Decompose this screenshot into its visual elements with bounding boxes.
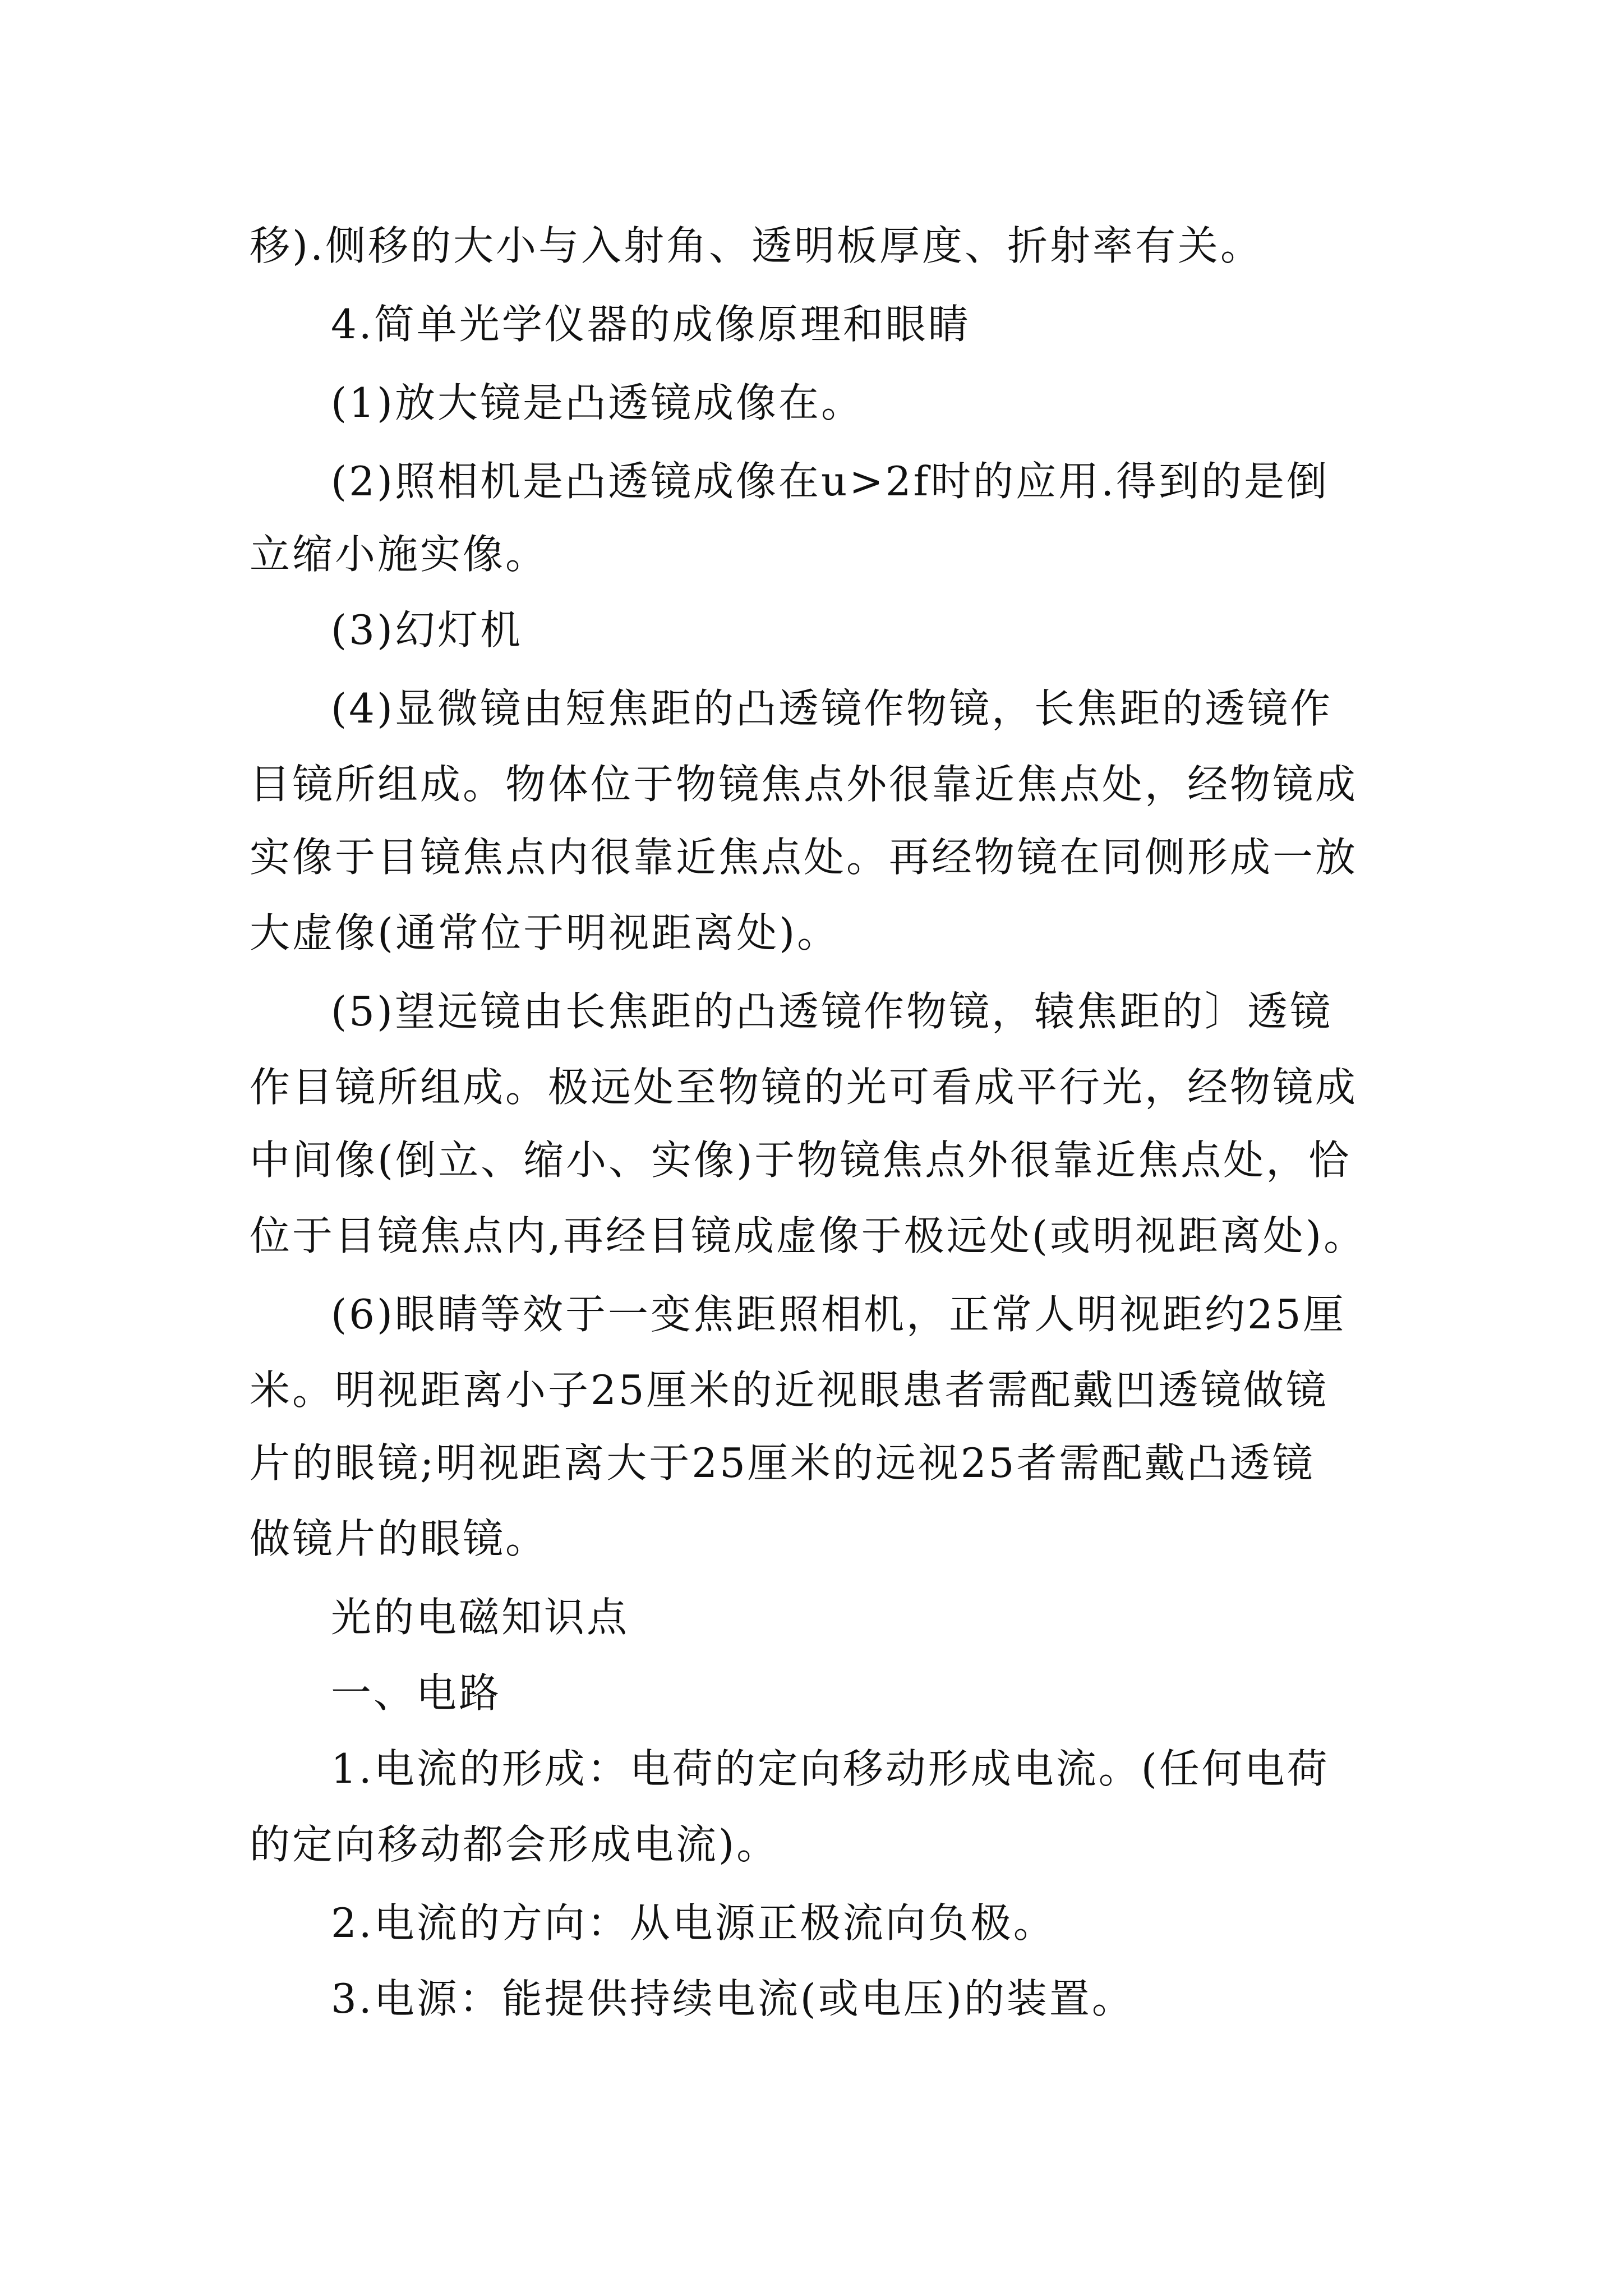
text-line: 米。明视距离小子25厘米的近视眼患者需配戴凹透镜做镜 [250,1366,1329,1414]
text-line: 目镜所组成。物体位于物镜焦点外很靠近焦点处，经物镜成 [250,761,1358,808]
text-line: 做镜片的眼镜。 [250,1515,548,1562]
text-line: 3.电源：能提供持续电流(或电压)的装置。 [331,1975,1135,2022]
text-line: 移).侧移的大小与入射角、透明板厚度、折射率有关。 [250,222,1263,269]
text-line: 2.电流的方向：从电源正极流向负极。 [331,1899,1056,1947]
text-line: 片的眼镜;明视距离大于25厘米的远视25者需配戴凸透镜 [250,1439,1315,1487]
text-line: 1.电流的形成：电荷的定向移动形成电流。(任何电荷 [331,1745,1330,1792]
text-line: (5)望远镜由长焦距的凸透镜作物镜，辕焦距的〕透镜 [331,988,1332,1035]
text-line: 实像于目镜焦点内很靠近焦点处。再经物镜在同侧形成一放 [250,834,1358,881]
text-line: (6)眼睛等效于一变焦距照相机，正常人明视距约25厘 [331,1291,1346,1338]
text-line: 的定向移动都会形成电流)。 [250,1821,780,1868]
text-line: 立缩小施实像。 [250,531,548,578]
text-line: (1)放大镜是凸透镜成像在。 [331,379,864,426]
text-line: 位于目镜焦点内,再经目镜成虚像于极远处(或明视距离处)。 [250,1212,1367,1259]
text-line: 作目镜所组成。极远处至物镜的光可看成平行光，经物镜成 [250,1064,1358,1111]
text-line: 大虚像(通常位于明视距离处)。 [250,909,840,956]
text-line: (2)照相机是凸透镜成像在u>2f时的应用.得到的是倒 [331,458,1330,505]
text-line: (4)显微镜由短焦距的凸透镜作物镜，长焦距的透镜作 [331,685,1332,732]
text-line: 中间像(倒立、缩小、实像)于物镜焦点外很靠近焦点处，恰 [250,1137,1352,1184]
section-heading: 光的电磁知识点 [331,1594,630,1641]
text-line: 4.简单光学仪器的成像原理和眼睛 [331,301,971,348]
subsection-heading: 一、电路 [331,1669,502,1717]
text-line: (3)幻灯机 [331,606,523,654]
